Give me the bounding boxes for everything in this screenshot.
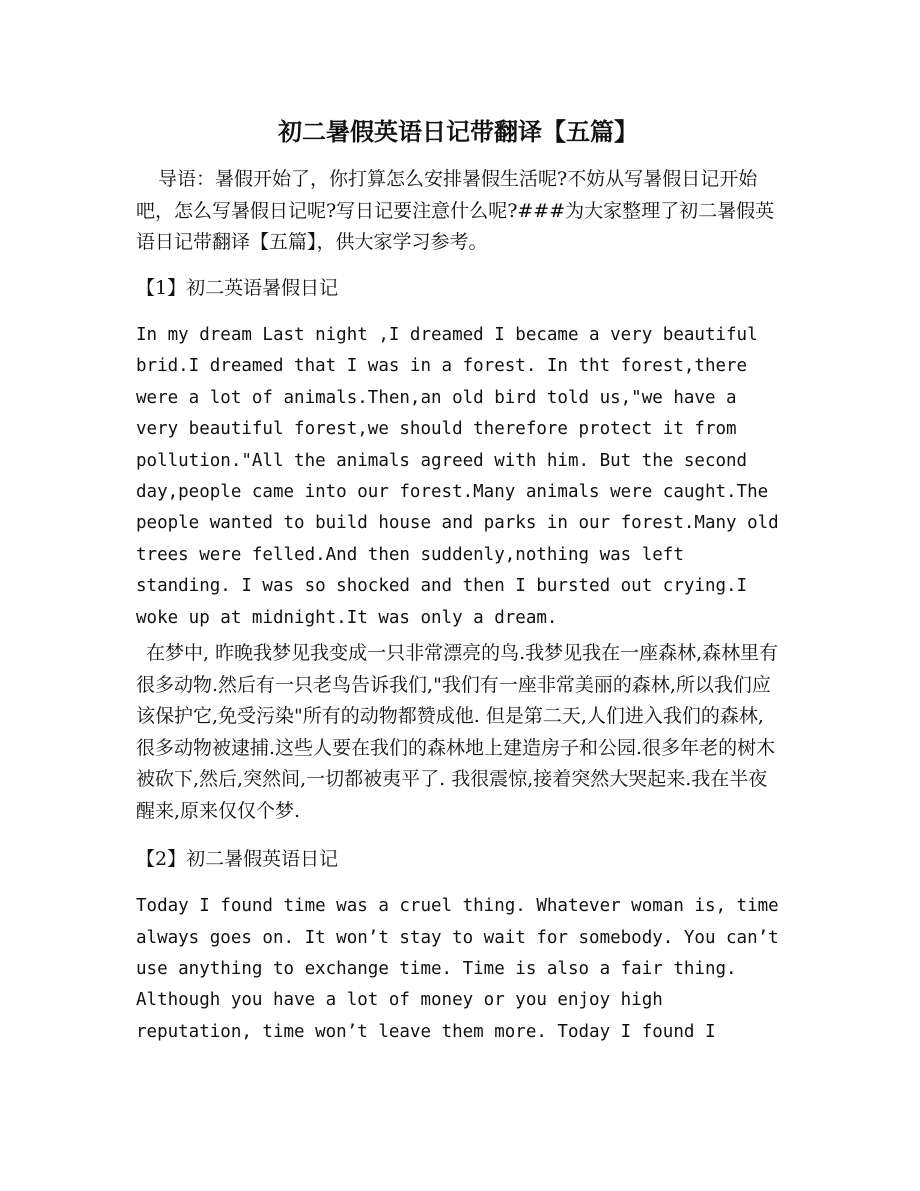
section-1-heading: 【1】初二英语暑假日记	[136, 276, 339, 299]
section-1-chinese-translation: 在梦中, 昨晚我梦见我变成一只非常漂亮的鸟.我梦见我在一座森林,森林里有很多动物.然后有一只老鸟告诉我们,"我们有一座非常美丽的森林,所以我们应该保护它,免受污染"所有的动物都赞成他. 但是第二天,人们进入我们的森林,很多动物被逮捕.这些人要在我们的森林地上建造房子和公园.很多年老的树木被砍下,然后,突然间,一切都被夷平了. 我很震惊,接着突然大哭起来.我在半夜醒来,原来仅仅个梦.	[136, 642, 779, 823]
intro-paragraph: 导语：暑假开始了，你打算怎么安排暑假生活呢?不妨从写暑假日记开始吧，怎么写暑假日记呢?写日记要注意什么呢?###为大家整理了初二暑假英语日记带翻译【五篇】，供大家学习参考。	[136, 168, 775, 253]
section-2-heading: 【2】初二暑假英语日记	[136, 847, 339, 870]
document-title: 初二暑假英语日记带翻译【五篇】	[278, 118, 638, 146]
document-page	[136, 112, 780, 1048]
section-2-english-text: Today I found time was a cruel thing. Whatever woman is, time always goes on. It won’t stay to wait for somebody. You can’t use anything to exchange time. Time is also a fair thing. Although you have a lot of money or you enjoy high reputation, time won’t leave them more. Today I found I	[136, 896, 779, 1042]
section-1-english-text: In my dream Last night ,I dreamed I became a very beautiful brid.I dreamed that I was in a forest. In tht forest,there were a lot of animals.Then,an old bird told us,"we have a very beautiful forest,we should therefore protect it from pollution."All the animals agreed with him. But the second day,people came into our forest.Many animals were caught.The people wanted to build house and parks in our forest.Many old trees were felled.And then suddenly,nothing was left standing. I was so shocked and then I bursted out crying.I woke up at midnight.It was only a dream.	[136, 325, 779, 628]
